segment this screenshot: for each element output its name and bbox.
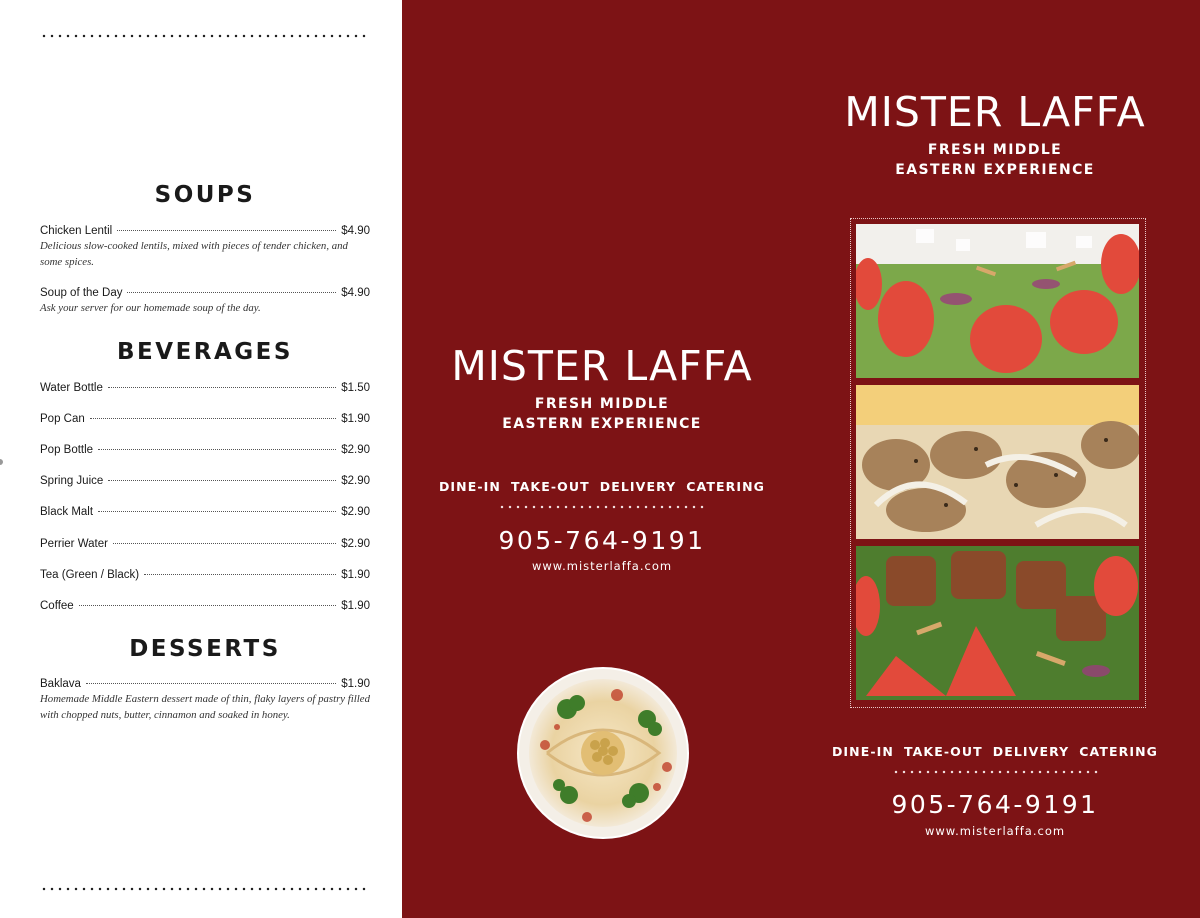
item-price: $2.90: [341, 506, 370, 518]
menu-item: [40, 678, 370, 723]
item-name: Coffee: [40, 600, 74, 612]
menu-item: [40, 475, 370, 487]
dotted-divider-top: [40, 34, 370, 38]
item-price: $4.90: [341, 287, 370, 299]
website: www.misterlaffa.com: [531, 559, 673, 573]
phone-number: 905-764-9191: [891, 790, 1099, 819]
item-name: Water Bottle: [40, 382, 103, 394]
chicken-photo: [856, 385, 1139, 539]
dotted-divider: [892, 770, 1102, 774]
item-price: $1.90: [341, 600, 370, 612]
tagline-line-2: EASTERN EXPERIENCE: [895, 162, 1095, 178]
menu-item: [40, 569, 370, 581]
services-list-right: [810, 744, 1180, 759]
dot-leader: [127, 292, 336, 293]
salad-photo: [856, 224, 1139, 378]
menu-panel: [0, 0, 402, 918]
menu-item: [40, 538, 370, 550]
dot-leader: [98, 449, 336, 450]
tagline-line-1: FRESH MIDDLE: [927, 142, 1063, 158]
brand-block-middle: [422, 342, 782, 434]
service-catering: CATERING: [1079, 744, 1159, 759]
service-delivery: DELIVERY: [992, 744, 1070, 759]
item-description: Delicious slow-cooked lentils, mixed with pieces of tender chicken, and some spices.: [40, 240, 348, 268]
dot-leader: [90, 418, 336, 419]
menu-item: [40, 413, 370, 425]
dotted-divider: [498, 505, 708, 509]
item-name: Black Malt: [40, 506, 94, 518]
menu-item: [40, 444, 370, 456]
service-take-out: TAKE-OUT: [903, 744, 983, 759]
fold-mark: [0, 459, 3, 465]
section-title-desserts: DESSERTS: [129, 636, 281, 662]
dot-leader: [108, 480, 336, 481]
service-dine-in: DINE-IN: [831, 744, 894, 759]
service-delivery: DELIVERY: [599, 479, 677, 494]
brand-name: MISTER LAFFA: [451, 342, 753, 390]
item-description: Ask your server for our homemade soup of the day.: [40, 302, 261, 314]
hummus-plate-image: [517, 667, 689, 839]
dot-leader: [113, 543, 336, 544]
menu-item: [40, 287, 370, 316]
menu-item: [40, 600, 370, 612]
item-name: Tea (Green / Black): [40, 569, 140, 581]
item-name: Pop Can: [40, 413, 85, 425]
dot-leader: [98, 511, 336, 512]
item-price: $1.90: [341, 569, 370, 581]
menu-item: [40, 225, 370, 270]
dot-leader: [117, 230, 336, 231]
kebab-salad-photo: [856, 546, 1139, 700]
dot-leader: [79, 605, 337, 606]
item-name: Perrier Water: [40, 538, 108, 550]
item-price: $1.90: [341, 678, 370, 690]
menu-item: [40, 382, 370, 394]
section-title-soups: SOUPS: [154, 182, 256, 208]
item-name: Soup of the Day: [40, 287, 123, 299]
item-price: $1.90: [341, 413, 370, 425]
dotted-divider-bottom: [40, 887, 370, 891]
dot-leader: [144, 574, 336, 575]
item-description: Homemade Middle Eastern dessert made of thin, flaky layers of pastry filled with chopped nuts, butter, cinnamon and soaked in honey.: [40, 693, 370, 721]
item-price: $1.50: [341, 382, 370, 394]
brand-name: MISTER LAFFA: [844, 88, 1146, 136]
item-price: $2.90: [341, 538, 370, 550]
dot-leader: [86, 683, 336, 684]
brand-block-right: [810, 88, 1180, 180]
item-price: $2.90: [341, 444, 370, 456]
brand-tagline: [422, 394, 782, 434]
tagline-line-1: FRESH MIDDLE: [534, 396, 670, 412]
item-price: $2.90: [341, 475, 370, 487]
item-name: Baklava: [40, 678, 81, 690]
item-price: $4.90: [341, 225, 370, 237]
service-catering: CATERING: [686, 479, 766, 494]
services-list-middle: [422, 479, 782, 494]
brand-tagline: [810, 140, 1180, 180]
item-name: Spring Juice: [40, 475, 104, 487]
tagline-line-2: EASTERN EXPERIENCE: [502, 416, 702, 432]
photo-collage: [850, 218, 1146, 708]
service-take-out: TAKE-OUT: [510, 479, 590, 494]
menu-item: [40, 506, 370, 518]
phone-number: 905-764-9191: [498, 526, 706, 555]
dot-leader: [108, 387, 336, 388]
item-name: Pop Bottle: [40, 444, 94, 456]
service-dine-in: DINE-IN: [438, 479, 501, 494]
section-title-beverages: BEVERAGES: [117, 339, 293, 365]
item-name: Chicken Lentil: [40, 225, 113, 237]
cover-panel: [402, 0, 1200, 918]
website: www.misterlaffa.com: [924, 824, 1066, 838]
